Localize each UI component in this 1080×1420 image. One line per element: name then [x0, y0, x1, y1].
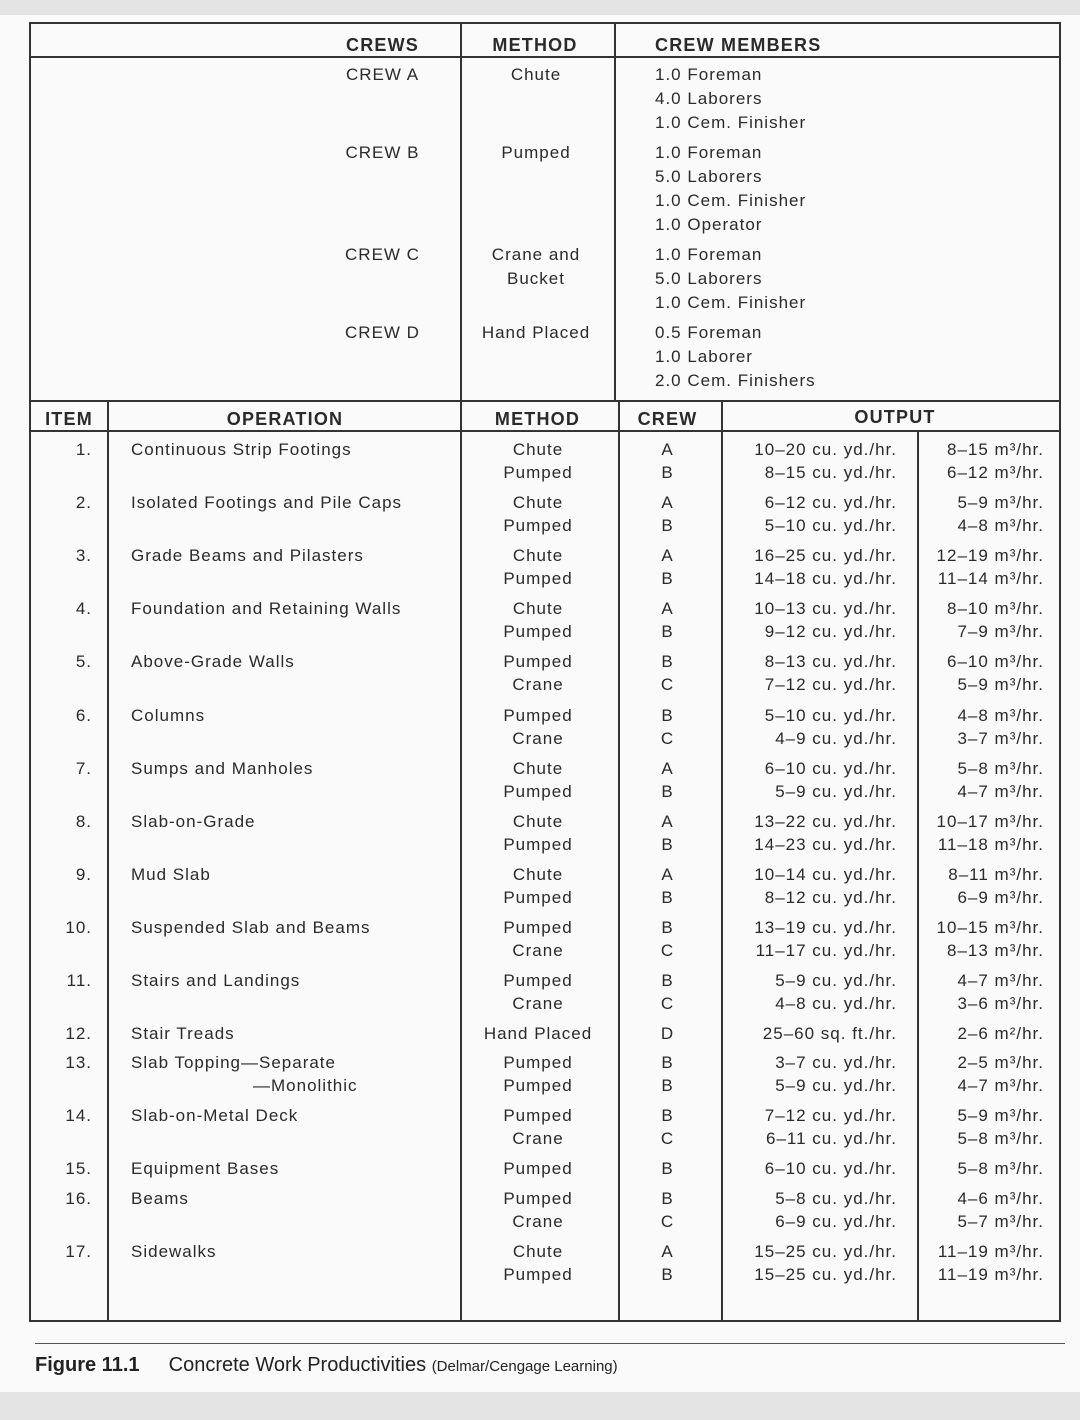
- item-number: 13.: [65, 1053, 92, 1072]
- operation-name-continued: —Monolithic: [253, 1076, 358, 1095]
- output-metric: 8–11 m³/hr.: [948, 865, 1044, 884]
- output-metric: 5–8 m³/hr.: [957, 759, 1044, 778]
- crew-cell: C: [660, 729, 675, 748]
- crew-cell: B: [661, 1053, 674, 1072]
- method-cell: Pumped: [503, 782, 573, 801]
- crew-cell: B: [661, 888, 674, 907]
- output-metric: 4–8 m³/hr.: [957, 516, 1044, 535]
- crew-cell: C: [660, 941, 675, 960]
- crew-header: CREW: [637, 409, 698, 429]
- crew-cell: A: [661, 812, 674, 831]
- output-metric: 5–8 m³/hr.: [957, 1129, 1044, 1148]
- crew-cell: B: [661, 652, 674, 671]
- item-number: 11.: [66, 971, 92, 990]
- output-imperial: 5–9 cu. yd./hr.: [775, 971, 897, 990]
- crew-member: 0.5 Foreman: [655, 323, 763, 342]
- method-cell: Chute: [512, 599, 564, 618]
- method-cell: Hand Placed: [483, 1024, 593, 1043]
- crew-member: 5.0 Laborers: [655, 269, 763, 288]
- item-number: 4.: [75, 599, 92, 618]
- item-number: 5.: [75, 652, 92, 671]
- output-metric: 2–6 m²/hr.: [957, 1024, 1044, 1043]
- method-cell: Crane: [512, 1212, 564, 1231]
- output-imperial: 8–12 cu. yd./hr.: [764, 888, 897, 907]
- operation-name: Foundation and Retaining Walls: [131, 599, 402, 618]
- operation-name: Beams: [131, 1189, 189, 1208]
- crew-member: 1.0 Laborer: [655, 347, 753, 366]
- output-imperial: 16–25 cu. yd./hr.: [754, 546, 897, 565]
- crew-cell: B: [661, 782, 674, 801]
- operation-name: Sumps and Manholes: [131, 759, 314, 778]
- output-metric: 7–9 m³/hr.: [957, 622, 1044, 641]
- crew-cell: A: [661, 1242, 674, 1261]
- item-header: ITEM: [45, 409, 93, 429]
- method-cell: Crane: [512, 729, 564, 748]
- crew-cell: D: [660, 1024, 675, 1043]
- output-imperial: 14–23 cu. yd./hr.: [754, 835, 897, 854]
- crew-cell: C: [660, 1129, 675, 1148]
- crew-cell: B: [661, 918, 674, 937]
- method-cell: Chute: [512, 865, 564, 884]
- output-imperial: 15–25 cu. yd./hr.: [754, 1242, 897, 1261]
- operation-name: Slab-on-Metal Deck: [131, 1106, 299, 1125]
- crew-cell: B: [661, 1189, 674, 1208]
- crew-cell: C: [660, 675, 675, 694]
- output-metric: 3–7 m³/hr.: [957, 729, 1044, 748]
- output-imperial: 8–13 cu. yd./hr.: [764, 652, 897, 671]
- crew-cell: B: [661, 463, 674, 482]
- crew-cell: B: [661, 1106, 674, 1125]
- method-cell: Pumped: [503, 652, 573, 671]
- output-imperial: 5–10 cu. yd./hr.: [764, 706, 897, 725]
- crew-cell: C: [660, 1212, 675, 1231]
- method-cell: Pumped: [503, 888, 573, 907]
- output-imperial: 5–9 cu. yd./hr.: [775, 782, 897, 801]
- crew-method-header: METHOD: [492, 35, 578, 55]
- output-metric: 4–7 m³/hr.: [957, 971, 1044, 990]
- output-metric: 11–18 m³/hr.: [937, 835, 1044, 854]
- output-metric: 5–9 m³/hr.: [957, 1106, 1044, 1125]
- output-imperial: 3–7 cu. yd./hr.: [775, 1053, 897, 1072]
- output-imperial: 13–19 cu. yd./hr.: [754, 918, 897, 937]
- method-cell: Crane: [512, 1129, 564, 1148]
- operation-name: Isolated Footings and Pile Caps: [131, 493, 403, 512]
- crew-cell: B: [661, 706, 674, 725]
- output-metric: 5–9 m³/hr.: [957, 493, 1044, 512]
- output-metric: 6–12 m³/hr.: [947, 463, 1044, 482]
- operation-name: Columns: [131, 706, 206, 725]
- output-metric: 11–19 m³/hr.: [937, 1242, 1044, 1261]
- item-number: 9.: [75, 865, 92, 884]
- item-number: 8.: [75, 812, 92, 831]
- figure-caption: [35, 1354, 618, 1377]
- method-cell: Pumped: [503, 1189, 573, 1208]
- crew-cell: A: [661, 546, 674, 565]
- output-imperial: 10–14 cu. yd./hr.: [754, 865, 897, 884]
- method-cell: Chute: [512, 546, 564, 565]
- output-imperial: 14–18 cu. yd./hr.: [754, 569, 897, 588]
- crew-cell: A: [661, 599, 674, 618]
- method-cell: Crane: [512, 675, 564, 694]
- item-number: 15.: [65, 1159, 92, 1178]
- crew-method: Hand Placed: [481, 323, 591, 342]
- output-imperial: 8–15 cu. yd./hr.: [764, 463, 897, 482]
- crew-cell: A: [661, 440, 674, 459]
- item-number: 10.: [65, 918, 92, 937]
- output-imperial: 4–9 cu. yd./hr.: [775, 729, 897, 748]
- method-cell: Pumped: [503, 516, 573, 535]
- crew-member: 2.0 Cem. Finishers: [655, 371, 816, 390]
- method-cell: Chute: [512, 493, 564, 512]
- output-imperial: 11–17 cu. yd./hr.: [755, 941, 897, 960]
- crews-header: CREWS: [346, 35, 419, 55]
- operation-name: Grade Beams and Pilasters: [131, 546, 364, 565]
- figure-source: (Delmar/Cengage Learning): [431, 1358, 618, 1375]
- output-metric: 4–6 m³/hr.: [957, 1189, 1044, 1208]
- output-metric: 3–6 m³/hr.: [957, 994, 1044, 1013]
- method-cell: Crane: [512, 994, 564, 1013]
- operation-name: Mud Slab: [131, 865, 211, 884]
- figure-title: Concrete Work Productivities: [168, 1354, 427, 1376]
- operation-name: Suspended Slab and Beams: [131, 918, 371, 937]
- output-imperial: 4–8 cu. yd./hr.: [775, 994, 897, 1013]
- item-number: 12.: [65, 1024, 92, 1043]
- crew-name: CREW A: [345, 65, 420, 84]
- output-metric: 11–14 m³/hr.: [937, 569, 1044, 588]
- output-imperial: 5–8 cu. yd./hr.: [775, 1189, 897, 1208]
- crew-name: CREW D: [345, 323, 420, 342]
- output-metric: 11–19 m³/hr.: [937, 1265, 1044, 1284]
- operation-name: Above-Grade Walls: [131, 652, 295, 671]
- method-header: METHOD: [494, 409, 581, 429]
- operation-name: Slab Topping—Separate: [131, 1053, 336, 1072]
- crew-member: 1.0 Foreman: [655, 143, 763, 162]
- crew-cell: B: [661, 1159, 674, 1178]
- crew-cell: B: [661, 971, 674, 990]
- item-number: 3.: [75, 546, 92, 565]
- item-number: 14.: [65, 1106, 92, 1125]
- method-cell: Pumped: [503, 1106, 573, 1125]
- method-cell: Pumped: [503, 1053, 573, 1072]
- output-metric: 8–13 m³/hr.: [947, 941, 1044, 960]
- item-number: 16.: [65, 1189, 92, 1208]
- output-metric: 6–10 m³/hr.: [947, 652, 1044, 671]
- method-cell: Pumped: [503, 463, 573, 482]
- output-imperial: 7–12 cu. yd./hr.: [764, 1106, 897, 1125]
- output-metric: 10–15 m³/hr.: [936, 918, 1044, 937]
- crew-method: Pumped: [501, 143, 571, 162]
- crew-member: 1.0 Foreman: [655, 245, 763, 264]
- crew-cell: A: [661, 759, 674, 778]
- output-imperial: 5–9 cu. yd./hr.: [775, 1076, 897, 1095]
- output-imperial: 10–20 cu. yd./hr.: [754, 440, 897, 459]
- crew-member: 1.0 Operator: [655, 215, 763, 234]
- crew-method: Chute: [510, 65, 562, 84]
- method-cell: Pumped: [503, 706, 573, 725]
- method-cell: Chute: [512, 440, 564, 459]
- method-cell: Pumped: [503, 1159, 573, 1178]
- output-metric: 5–7 m³/hr.: [957, 1212, 1044, 1231]
- operation-name: Continuous Strip Footings: [131, 440, 352, 459]
- method-cell: Pumped: [503, 835, 573, 854]
- crew-name: CREW B: [345, 143, 420, 162]
- method-cell: Chute: [512, 812, 564, 831]
- crew-members-header: CREW MEMBERS: [655, 35, 822, 55]
- crew-member: 1.0 Cem. Finisher: [655, 113, 807, 132]
- method-cell: Pumped: [503, 1076, 573, 1095]
- item-number: 7.: [75, 759, 92, 778]
- output-imperial: 7–12 cu. yd./hr.: [764, 675, 897, 694]
- output-metric: 4–8 m³/hr.: [957, 706, 1044, 725]
- figure-label: Figure 11.1: [35, 1354, 140, 1376]
- output-imperial: 13–22 cu. yd./hr.: [754, 812, 897, 831]
- crew-cell: B: [661, 835, 674, 854]
- output-metric: 2–5 m³/hr.: [957, 1053, 1044, 1072]
- output-header: OUTPUT: [854, 407, 936, 427]
- output-imperial: 10–13 cu. yd./hr.: [754, 599, 897, 618]
- operation-name: Slab-on-Grade: [131, 812, 256, 831]
- output-imperial: 15–25 cu. yd./hr.: [754, 1265, 897, 1284]
- output-metric: 4–7 m³/hr.: [957, 1076, 1044, 1095]
- output-imperial: 6–10 cu. yd./hr.: [764, 1159, 897, 1178]
- crew-cell: A: [661, 865, 674, 884]
- method-cell: Pumped: [503, 971, 573, 990]
- method-cell: Chute: [512, 759, 564, 778]
- crew-member: 5.0 Laborers: [655, 167, 763, 186]
- output-imperial: 9–12 cu. yd./hr.: [764, 622, 897, 641]
- output-imperial: 6–9 cu. yd./hr.: [775, 1212, 897, 1231]
- output-metric: 8–10 m³/hr.: [947, 599, 1044, 618]
- output-imperial: 6–12 cu. yd./hr.: [764, 493, 897, 512]
- crew-method: Crane and Bucket: [491, 245, 581, 288]
- crew-cell: A: [661, 493, 674, 512]
- method-cell: Pumped: [503, 918, 573, 937]
- crew-cell: B: [661, 1076, 674, 1095]
- method-cell: Pumped: [503, 569, 573, 588]
- output-metric: 8–15 m³/hr.: [947, 440, 1044, 459]
- output-imperial: 6–10 cu. yd./hr.: [764, 759, 897, 778]
- operation-name: Stairs and Landings: [131, 971, 301, 990]
- crew-cell: B: [661, 569, 674, 588]
- output-imperial: 25–60 sq. ft./hr.: [762, 1024, 897, 1043]
- crew-cell: C: [660, 994, 675, 1013]
- method-cell: Crane: [512, 941, 564, 960]
- item-number: 2.: [75, 493, 92, 512]
- output-imperial: 6–11 cu. yd./hr.: [766, 1129, 897, 1148]
- operation-name: Sidewalks: [131, 1242, 217, 1261]
- crew-member: 1.0 Foreman: [655, 65, 763, 84]
- crew-member: 4.0 Laborers: [655, 89, 763, 108]
- crew-cell: B: [661, 1265, 674, 1284]
- crew-member: 1.0 Cem. Finisher: [655, 293, 807, 312]
- method-cell: Chute: [512, 1242, 564, 1261]
- item-number: 6.: [75, 706, 92, 725]
- crew-name: CREW C: [345, 245, 420, 264]
- output-metric: 6–9 m³/hr.: [957, 888, 1044, 907]
- output-metric: 10–17 m³/hr.: [936, 812, 1044, 831]
- operation-header: OPERATION: [226, 409, 344, 429]
- crew-member: 1.0 Cem. Finisher: [655, 191, 807, 210]
- output-metric: 5–9 m³/hr.: [957, 675, 1044, 694]
- crew-cell: B: [661, 516, 674, 535]
- method-cell: Pumped: [503, 622, 573, 641]
- crew-cell: B: [661, 622, 674, 641]
- output-metric: 4–7 m³/hr.: [957, 782, 1044, 801]
- operation-name: Equipment Bases: [131, 1159, 280, 1178]
- method-cell: Pumped: [503, 1265, 573, 1284]
- operation-name: Stair Treads: [131, 1024, 235, 1043]
- item-number: 1.: [75, 440, 92, 459]
- item-number: 17.: [65, 1242, 92, 1261]
- output-metric: 5–8 m³/hr.: [957, 1159, 1044, 1178]
- output-imperial: 5–10 cu. yd./hr.: [764, 516, 897, 535]
- output-metric: 12–19 m³/hr.: [936, 546, 1044, 565]
